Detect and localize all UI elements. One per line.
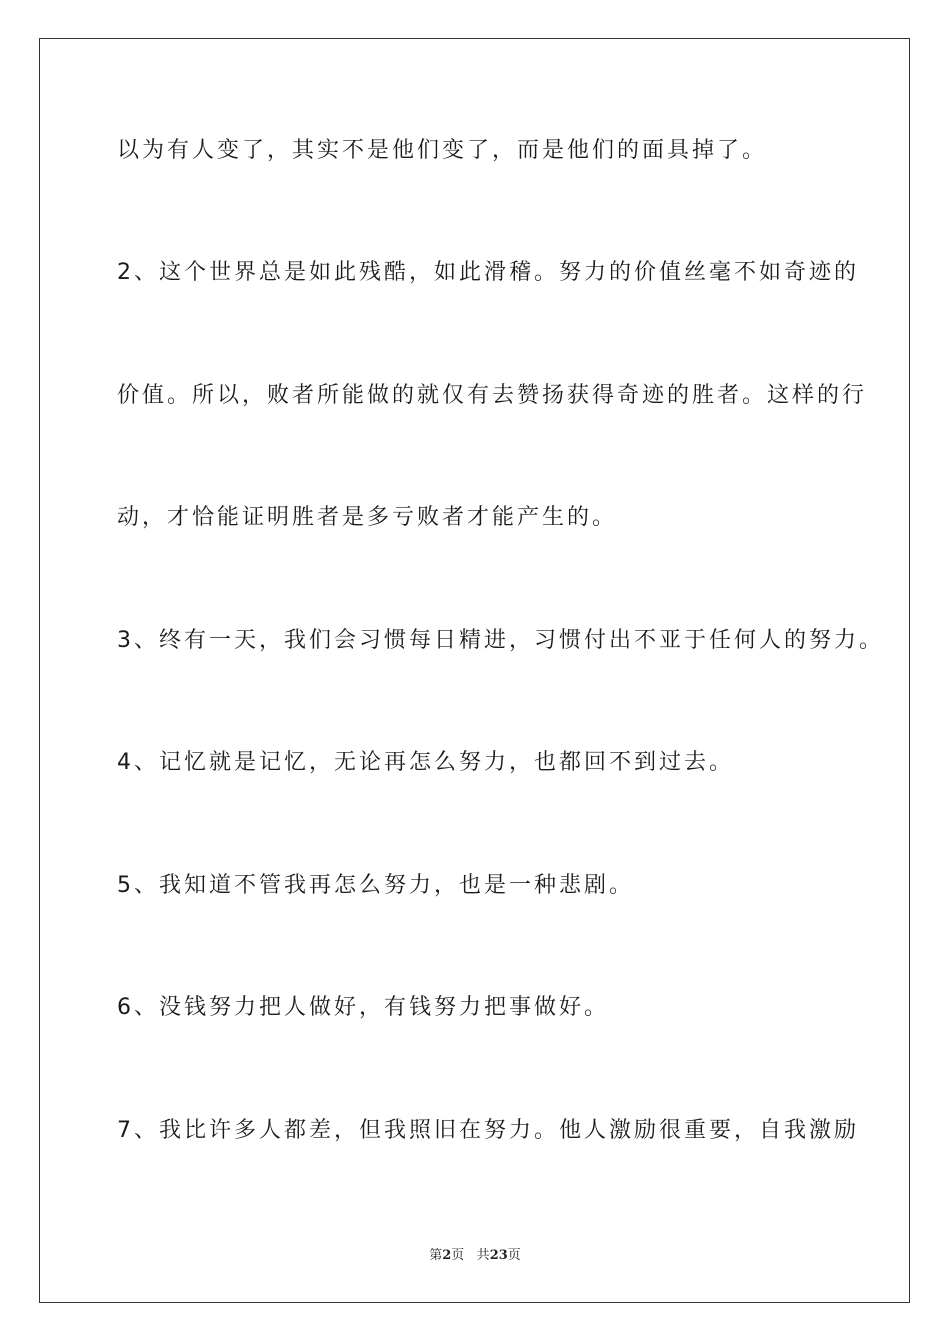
text-line: 动，才恰能证明胜者是多亏败者才能产生的。 — [117, 505, 618, 530]
total-pages: 23 — [489, 1248, 508, 1263]
page-footer — [0, 1247, 950, 1265]
page-prefix: 第 — [429, 1248, 443, 1263]
text-line: 6、没钱努力把人做好，有钱努力把事做好。 — [117, 995, 609, 1020]
text-line: 4、记忆就是记忆，无论再怎么努力，也都回不到过去。 — [117, 750, 734, 775]
text-line: 以为有人变了，其实不是他们变了，而是他们的面具掉了。 — [117, 138, 768, 163]
text-line: 7、我比许多人都差，但我照旧在努力。他人激励很重要，自我激励 — [117, 1118, 859, 1143]
text-line: 3、终有一天，我们会习惯每日精进，习惯付出不亚于任何人的努力。 — [117, 628, 884, 653]
text-line: 2、这个世界总是如此残酷，如此滑稽。努力的价值丝毫不如奇迹的 — [117, 260, 859, 285]
total-prefix: 共 — [476, 1248, 490, 1263]
text-line: 5、我知道不管我再怎么努力，也是一种悲剧。 — [117, 873, 634, 898]
page-border — [39, 38, 910, 1303]
text-line: 价值。所以，败者所能做的就仅有去赞扬获得奇迹的胜者。这样的行 — [117, 383, 868, 408]
page-number: 2 — [442, 1248, 452, 1263]
page-suffix: 页 — [451, 1248, 465, 1263]
total-suffix: 页 — [507, 1248, 521, 1263]
